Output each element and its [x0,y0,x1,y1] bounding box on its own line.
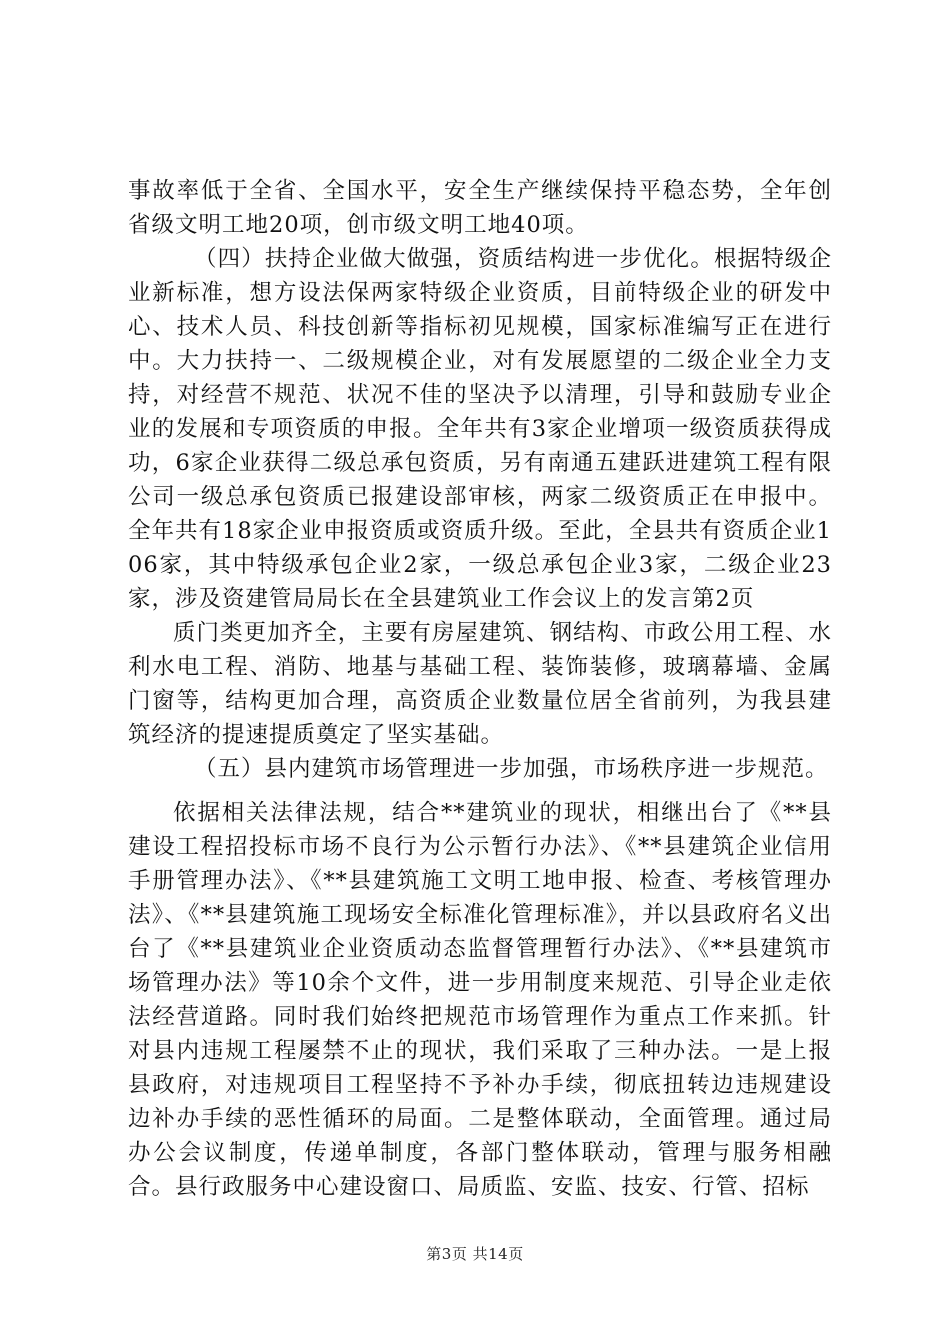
page-footer: 第3页 共14页 [426,1245,524,1263]
paragraph-section-four: （四）扶持企业做大做强，资质结构进一步优化。根据特级企业新标准，想方设法保两家特级企业资质，目前特级企业的研发中心、技术人员、科技创新等指标初见规模，国家标准编写正在进行中。大力扶持一、二级规模企业，对有发展愿望的二级企业全力支持，对经营不规范、状况不佳的坚决予以清理，引导和鼓励专业企业的发展和专项资质的申报。全年共有3家企业增项一级资质获得成功，6家企业获得二级总承包资质，另有南通五建跃进建筑工程有限公司一级总承包资质已报建设部审核，两家二级资质正在申报中。全年共有18家企业申报资质或资质升级。至此，全县共有资质企业106家，其中特级承包企业2家，一级总承包企业3家，二级企业23家，涉及资建管局局长在全县建筑业工作会议上的发言第2页 [128,246,832,612]
paragraph-section-five-heading: （五）县内建筑市场管理进一步加强，市场秩序进一步规范。 [194,756,829,782]
document-body [128,174,832,1204]
paragraph-regulations: 依据相关法律法规，结合**建筑业的现状，相继出台了《**县建设工程招投标市场不良行为公示暂行办法》、《**县建筑企业信用手册管理办法》、《**县建筑施工文明工地申报、检查、考核管理办法》、《**县建筑施工现场安全标准化管理标准》，并以县政府名义出台了《**县建筑业企业资质动态监督管理暂行办法》、《**县建筑市场管理办法》等10余个文件，进一步用制度来规范、引导企业走依法经营道路。同时我们始终把规范市场管理作为重点工作来抓。针对县内违规工程屡禁不止的现状，我们采取了三种办法。一是上报县政府，对违规项目工程坚持不予补办手续，彻底扭转边违规建设边补办手续的恶性循环的局面。二是整体联动，全面管理。通过局办公会议制度，传递单制度，各部门整体联动，管理与服务相融合。县行政服务中心建设窗口、局质监、安监、技安、行管、招标 [128,800,832,1200]
paragraph-qualification-categories: 质门类更加齐全，主要有房屋建筑、钢结构、市政公用工程、水利水电工程、消防、地基与基础工程、装饰装修，玻璃幕墙、金属门窗等，结构更加合理，高资质企业数量位居全省前列，为我县建筑经济的提速提质奠定了坚实基础。 [128,620,832,748]
paragraph-continuation: 事故率低于全省、全国水平，安全生产继续保持平稳态势，全年创省级文明工地20项，创市级文明工地40项。 [128,178,832,238]
